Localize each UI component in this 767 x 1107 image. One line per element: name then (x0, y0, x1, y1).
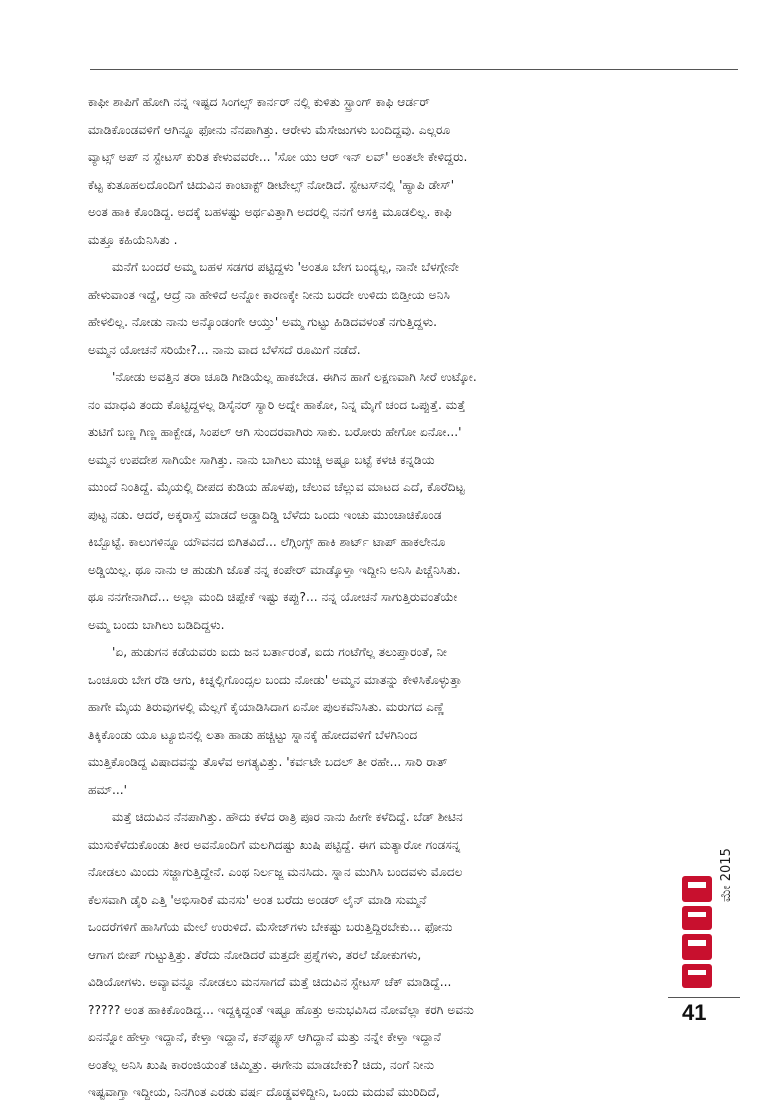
text-line: ಹಾಗೇ ಮೈಯ ತಿರುವುಗಳಲ್ಲಿ ಮೆಲ್ಲಗೆ ಕೈಯಾಡಿಸಿದಾಗ ಏನೋ ಪುಲಕವೆನಿಸಿತು. ಮರುಗದ ಎಣ್ಣೆ (88, 700, 445, 714)
text-line: ಆಗಾಗ ಬೀಪ್ ಗುಟ್ಟುತ್ತಿತ್ತು. ತೆರೆದು ನೋಡಿದರೆ ಮತ್ತದೇ ಪ್ರಶ್ನೆಗಳು, ತರಲೆ ಜೋಕುಗಳು, (88, 947, 422, 962)
text-line: ಕಿಬ್ಬೊಟ್ಟೆ. ಕಾಲುಗಳಿನ್ನೂ ಯೌವನದ ಬಿಗಿತವಿದೆ... ಲೆಗ್ಗಿಂಗ್ಸ್ ಹಾಕಿ ಶಾರ್ಟ್ ಟಾಪ್ ಹಾಕಲೇನೂ (88, 535, 446, 549)
side-branding (678, 820, 734, 992)
text-line: 'ಏ, ಹುಡುಗನ ಕಡೆಯವರು ಐದು ಜನ ಬರ್ತಾರಂತೆ, ಐದು ಗಂಟೆಗೆಲ್ಲ ತಲುಪ್ತಾರಂತೆ, ನೀ (112, 645, 447, 659)
text-line: ಅಮ್ಮ ಬಂದು ಬಾಗಿಲು ಬಡಿದಿದ್ದಳು. (88, 617, 225, 632)
text-line: ಮುಂದೆ ನಿಂತಿದ್ದೆ. ಮೈಯಲ್ಲಿ ದೀಪದ ಕುಡಿಯ ಹೊಳಪು, ಚೆಲುವ ಚೆಲ್ಲುವ ಮಾಟದ ಎದೆ, ಕೊರೆದಿಟ್ಟ (88, 480, 465, 494)
text-line: ಮುಸುಕೆಳೆದುಕೊಂಡು ತೀರ ಅವನೊಂದಿಗೆ ಮಲಗಿದಷ್ಟು ಖುಷಿ ಪಟ್ಟಿದ್ದೆ. ಈಗ ಮತ್ಯಾರೋ ಗಂಡಸನ್ನ (88, 837, 461, 852)
text-line: ವ್ಯಾಟ್ಸ್ ಅಪ್ ನ ಸ್ಟೇಟಸ್ ಕುರಿತ ಕೇಳುವವರೇ... 'ಸೋ ಯು ಆರ್ ಇನ್ ಲವ್' ಅಂತಲೇ ಕೇಳಿದ್ದರು. (88, 150, 468, 164)
text-line: ಮುತ್ತಿಕೊಂಡಿದ್ದ ವಿಷಾದವನ್ನು ತೊಳೆವ ಅಗತ್ಯವಿತ್ತು. 'ಕರ್ವಟೇ ಬದಲ್ ತೀ ರಹೇ... ಸಾರಿ ರಾತ್ (88, 755, 448, 769)
text-line: 'ನೋಡು ಅವತ್ತಿನ ತರಾ ಚೂಡಿ ಗೀಡಿಯೆಲ್ಲ ಹಾಕಬೇಡ. ಈಗಿನ ಹಾಗೆ ಲಕ್ಷಣವಾಗಿ ಸೀರೆ ಉಟ್ಕೋ. (112, 370, 477, 384)
text-line: ಅಮ್ಮನ ಯೋಚನೆ ಸರಿಯೇ?... ನಾನು ವಾದ ಬೆಳೆಸದೆ ರೂಮಿಗೆ ನಡೆದೆ. (88, 342, 361, 357)
text-line: ಹೇಳಲಿಲ್ಲ. ನೋಡು ನಾನು ಅನ್ಕೊಂಡಂಗೇ ಆಯ್ತು' ಅಮ್ಮ ಗುಟ್ಟು ಹಿಡಿದವಳಂತೆ ನಗುತ್ತಿದ್ದಳು. (88, 315, 437, 329)
text-line: ಅಂತ ಹಾಕಿ ಕೊಂಡಿದ್ದ. ಅದಕ್ಕೆ ಬಹಳಷ್ಟು ಅರ್ಥವಿತ್ತಾಗಿ ಅದರಲ್ಲಿ ನನಗೆ ಆಸಕ್ತಿ ಮೂಡಲಿಲ್ಲ. ಕಾಫಿ (88, 205, 452, 219)
text-line: ಮತ್ತೂ ಕಹಿಯೆನಿಸಿತು . (88, 232, 178, 247)
text-line: ಏನನ್ನೋ ಹೇಳ್ತಾ ಇದ್ದಾನೆ, ಕೇಳ್ತಾ ಇದ್ದಾನೆ, ಕನ್‌ಫ್ಯೂಸ್ ಆಗಿದ್ದಾನೆ ಮತ್ತು ನನ್ನೇ ಕೇಳ್ತಾ ಇದ್ದಾನೆ (88, 1030, 441, 1044)
bottom-rule (668, 997, 740, 998)
text-line: ಹೇಳುವಾಂತ ಇದ್ದೆ, ಆದ್ರೆ ನಾ ಹೇಳಿದೆ ಅನ್ನೋ ಕಾರಣಕ್ಕೇ ನೀನು ಬರದೇ ಉಳಿದು ಬಿಡ್ತೀಯ ಅನಿಸಿ (88, 287, 450, 302)
top-rule (90, 69, 738, 70)
text-line: ತಿಕ್ಕಿಕೊಂಡು ಯೂ ಟ್ಯೂಬಿನಲ್ಲಿ ಲತಾ ಹಾಡು ಹಚ್ಚಿಟ್ಟು ಸ್ನಾನಕ್ಕೆ ಹೋದವಳಿಗೆ ಬೆಳಗಿನಿಂದ (88, 727, 418, 742)
text-line: ಒಂದರೆಗಳಿಗೆ ಹಾಸಿಗೆಯ ಮೇಲೆ ಉರುಳಿದೆ. ಮೆಸೇಜ್‌ಗಳು ಬೇಕಷ್ಟು ಬರುತ್ತಿದ್ದಿರಬೇಕು... ಫೋನು (88, 920, 453, 934)
text-line: ವಿಡಿಯೋಗಳು. ಅವ್ಯಾವನ್ನೂ ನೋಡಲು ಮನಸಾಗದೆ ಮತ್ತೆ ಚಿದುವಿನ ಸ್ಟೇಟಸ್ ಚೆಕ್ ಮಾಡಿದ್ದೆ... (88, 975, 452, 989)
text-line: ಅಂತೆಲ್ಲ ಅನಿಸಿ ಖುಷಿ ಕಾರಂಜಿಯಂತೆ ಚಿಮ್ಮಿತ್ತು. ಈಗೇನು ಮಾಡಬೇಕು? ಚಿದು, ನಂಗೆ ನೀನು (88, 1057, 435, 1072)
text-line: ನಂ ಮಾಧವಿ ತಂದು ಕೊಟ್ಟಿದ್ದಳಲ್ಲ ಡಿಸೈನರ್ ಸ್ಯಾರಿ ಅದ್ನೇ ಹಾಕೋ, ನಿನ್ನ ಮೈಗೆ ಚಂದ ಒಪ್ಪುತ್ತೆ. ಮತ್ತೆ (88, 397, 466, 412)
text-line: ಕಾಫೀ ಶಾಪಿಗೆ ಹೋಗಿ ನನ್ನ ಇಷ್ಟದ ಸಿಂಗಲ್ಸ್ ಕಾರ್ನರ್ ನಲ್ಲಿ ಕುಳಿತು ಸ್ಟ್ರಾಂಗ್ ಕಾಫಿ ಆರ್ಡರ್ (88, 95, 430, 109)
article-body (88, 89, 664, 1107)
text-line: ಕೆಟ್ಟ ಕುತೂಹಲದೊಂದಿಗೆ ಚಿದುವಿನ ಕಾಂಟಾಕ್ಟ್ ಡೀಟೇಲ್ಸ್ ನೋಡಿದೆ. ಸ್ಟೇಟಸ್‌ನಲ್ಲಿ 'ಹ್ಯಾಪಿ ಡೇಸ್' (88, 177, 455, 192)
magazine-logo (678, 872, 716, 992)
issue-date: ಮೇ 2015 (719, 848, 734, 902)
text-line: ????? ಅಂತ ಹಾಕಿಕೊಂಡಿದ್ದ... ಇದ್ದಕ್ಕಿದ್ದಂತೆ ಇಷ್ಟೂ ಹೊತ್ತು ಅನುಭವಿಸಿದ ನೋವೆಲ್ಲಾ ಕರಗಿ ಅವನು (88, 1002, 474, 1017)
text-line: ಪುಟ್ಟ ನಡು. ಆದರೆ, ಅಕ್ಕರಾಸ್ತೆ ಮಾಡದೆ ಅಡ್ಡಾದಿಡ್ಡಿ ಬೆಳೆದು ಒಂದು ಇಂಚು ಮುಂಚಾಚಿಕೊಂಡ (88, 507, 442, 522)
text-line: ಹಮ್...' (88, 782, 127, 797)
text-line: ಒಂಚೂರು ಬೇಗ ರೆಡಿ ಆಗು, ಕಿಚ್ನಲ್ಲಿಗೊಂದ್ಸಲ ಬಂದು ನೋಡು' ಅಮ್ಮನ ಮಾತನ್ನು ಕೇಳಿಸಿಕೊಳ್ಳುತ್ತಾ (88, 672, 462, 687)
text-line: ಅಮ್ಮನ ಉಪದೇಶ ಸಾಗಿಯೇ ಸಾಗಿತ್ತು. ನಾನು ಬಾಗಿಲು ಮುಚ್ಚಿ ಅಷ್ಟೂ ಬಟ್ಟೆ ಕಳಚಿ ಕನ್ನಡಿಯ (88, 452, 435, 467)
text-line: ನೋಡಲು ಮಿಂದು ಸಜ್ಜಾಗುತ್ತಿದ್ದೇನೆ. ಎಂಥ ನಿರ್ಲಜ್ಜ ಮನಸಿದು. ಸ್ನಾನ ಮುಗಿಸಿ ಬಂದವಳು ಮೊದಲ (88, 865, 463, 879)
text-line: ಇಷ್ಟವಾಗ್ತಾ ಇದ್ದೀಯ, ನಿನಗಿಂತ ಎರಡು ವರ್ಷ ದೊಡ್ಡವಳಿದ್ದೀನಿ, ಒಂದು ಮದುವೆ ಮುರಿದಿದೆ, (88, 1085, 440, 1099)
text-line: ಮನೆಗೆ ಬಂದರೆ ಅಮ್ಮ ಬಹಳ ಸಡಗರ ಪಟ್ಟಿದ್ದಳು 'ಅಂತೂ ಬೇಗ ಬಂದ್ಯಲ್ಲ, ನಾನೇ ಬೆಳಗ್ಗೇನೇ (112, 260, 459, 274)
text-line: ಅಡ್ಡಿಯಿಲ್ಲ. ಥೂ ನಾನು ಆ ಹುಡುಗಿ ಜೊತೆ ನನ್ನ ಕಂಪೇರ್ ಮಾಡ್ಕೊಳ್ತಾ ಇದ್ದೀನಿ ಅನಿಸಿ ಪಿಚ್ಚೆನಿಸಿತು. (88, 562, 461, 577)
text-line: ಕೆಲಸವಾಗಿ ಡೈರಿ ಎತ್ತಿ 'ಅಭಿಸಾರಿಕೆ ಮನಸು' ಅಂತ ಬರೆದು ಅಂಡರ್ ಲೈನ್ ಮಾಡಿ ಸುಮ್ಮನೆ (88, 892, 427, 907)
page-number: 41 (682, 1000, 707, 1025)
text-line: ತುಟಿಗೆ ಬಣ್ಣ ಗಿಣ್ಣ ಹಾಕ್ಬೇಡ, ಸಿಂಪಲ್ ಆಗಿ ಸುಂದರವಾಗಿರು ಸಾಕು. ಬರೋರು ಹೇಗೋ ಏನೋ...' (88, 425, 462, 439)
text-line: ಥೂ ನನಗೇನಾಗಿದೆ... ಅಲ್ಲಾ ಮಂದಿ ಚಿಪ್ಪೇಕೆ ಇಷ್ಟು ಕಪ್ಪು?... ನನ್ನ ಯೋಚನೆ ಸಾಗುತ್ತಿರುವಂತೆಯೇ (88, 590, 458, 604)
text-line: ಮತ್ತೆ ಚಿದುವಿನ ನೆನಪಾಗಿತ್ತು. ಹೌದು ಕಳೆದ ರಾತ್ರಿ ಪೂರ ನಾನು ಹೀಗೇ ಕಳೆದಿದ್ದೆ. ಬೆಡ್ ಶೀಟಿನ (112, 810, 463, 824)
text-line: ಮಾಡಿಕೊಂಡವಳಿಗೆ ಆಗಿನ್ನೂ ಫೋನು ನೆನಪಾಗಿತ್ತು. ಆರೇಳು ಮೆಸೇಜುಗಳು ಬಂದಿದ್ದವು. ಎಲ್ಲರೂ (88, 122, 451, 137)
